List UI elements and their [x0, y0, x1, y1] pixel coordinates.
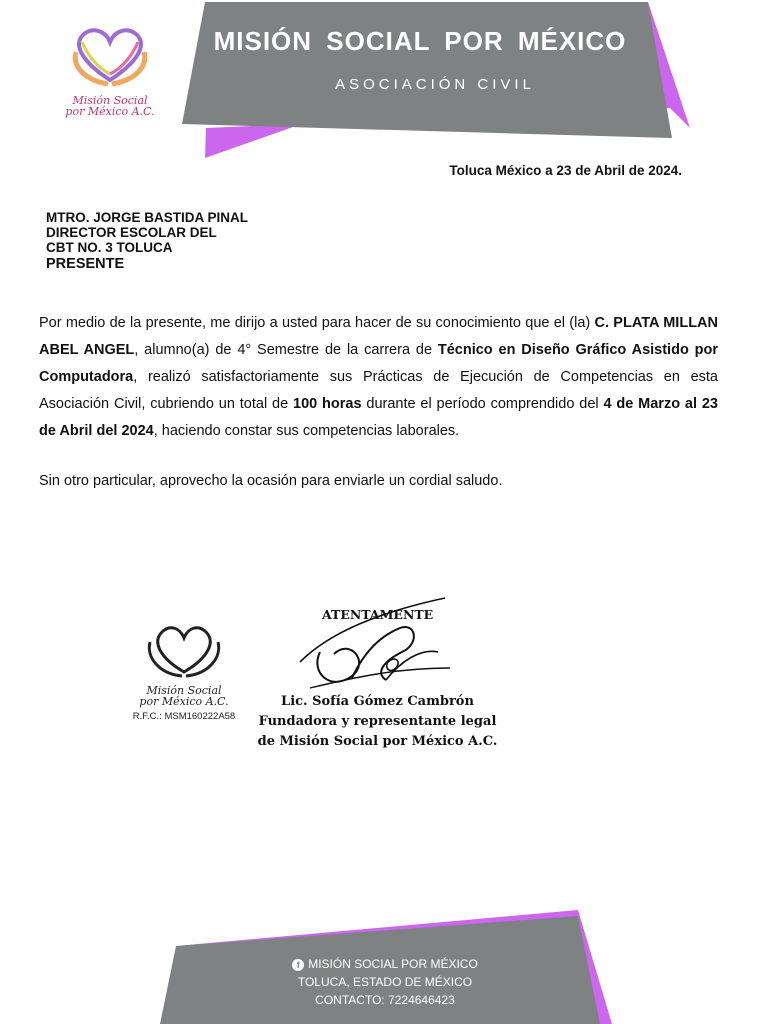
header-gray-banner	[182, 2, 672, 138]
signer-name: Lic. Sofía Gómez Cambrón	[281, 694, 474, 709]
career-name: Técnico en Diseño Gráfico Asistido por Computadora	[39, 342, 719, 385]
recipient-school: CBT NO. 3 TOLUCA	[46, 240, 173, 255]
total-hours: 100 horas	[293, 396, 362, 412]
atentamente: ATENTAMENTE	[322, 607, 434, 622]
seal-text-line2: por México A.C.	[139, 695, 229, 708]
body-text: , alumno(a) de 4° Semestre de la carrera de	[134, 342, 438, 358]
recipient-presente: PRESENTE	[46, 256, 125, 272]
footer-text	[270, 955, 500, 1009]
recipient-name: MTRO. JORGE BASTIDA PINAL	[46, 210, 249, 225]
recipient-block	[46, 210, 248, 273]
org-seal	[124, 618, 244, 722]
body-paragraph	[39, 310, 718, 445]
student-name: C. PLATA MILLAN ABEL ANGEL	[39, 315, 718, 358]
signer-org: de Misión Social por México A.C.	[257, 734, 498, 749]
body-text: durante el período comprendido del	[361, 396, 604, 412]
footer-line3: CONTACTO: 7224646423	[315, 993, 455, 1007]
seal-rfc: R.F.C.: MSM160222A58	[132, 711, 236, 722]
heart-hands-icon	[62, 22, 158, 90]
org-title: MISIÓN SOCIAL POR MÉXICO	[213, 26, 627, 56]
logo-text-line2: por México A.C.	[65, 105, 155, 118]
recipient-title: DIRECTOR ESCOLAR DEL	[46, 225, 217, 240]
signer-block	[250, 692, 505, 752]
facebook-icon: f	[292, 959, 304, 971]
logo-text-line1: Misión Social	[72, 94, 148, 107]
heart-hands-icon	[124, 618, 244, 680]
closing-line: Sin otro particular, aprovecho la ocasión para enviarle un cordial saludo.	[39, 473, 503, 489]
footer-line2: TOLUCA, ESTADO DE MÉXICO	[297, 975, 473, 989]
seal-text-line1: Misión Social	[146, 684, 222, 697]
period: 4 de Marzo al 23 de Abril del 2024	[39, 396, 718, 439]
org-subtitle: ASOCIACIÓN CIVIL	[335, 76, 535, 93]
letter-date: Toluca México a 23 de Abril de 2024.	[449, 163, 682, 178]
body-text: , realizó satisfactoriamente sus Prácticas de Ejecución de Competencias en esta Asociación Civil, cubriendo un total de	[39, 369, 718, 412]
footer-line1: MISIÓN SOCIAL POR MÉXICO	[308, 957, 478, 971]
signer-role: Fundadora y representante legal	[258, 714, 497, 729]
org-logo	[62, 22, 158, 117]
body-text: , haciendo constar sus competencias laborales.	[153, 423, 460, 439]
body-text: Por medio de la presente, me dirijo a usted para hacer de su conocimiento que el (la)	[39, 315, 595, 331]
